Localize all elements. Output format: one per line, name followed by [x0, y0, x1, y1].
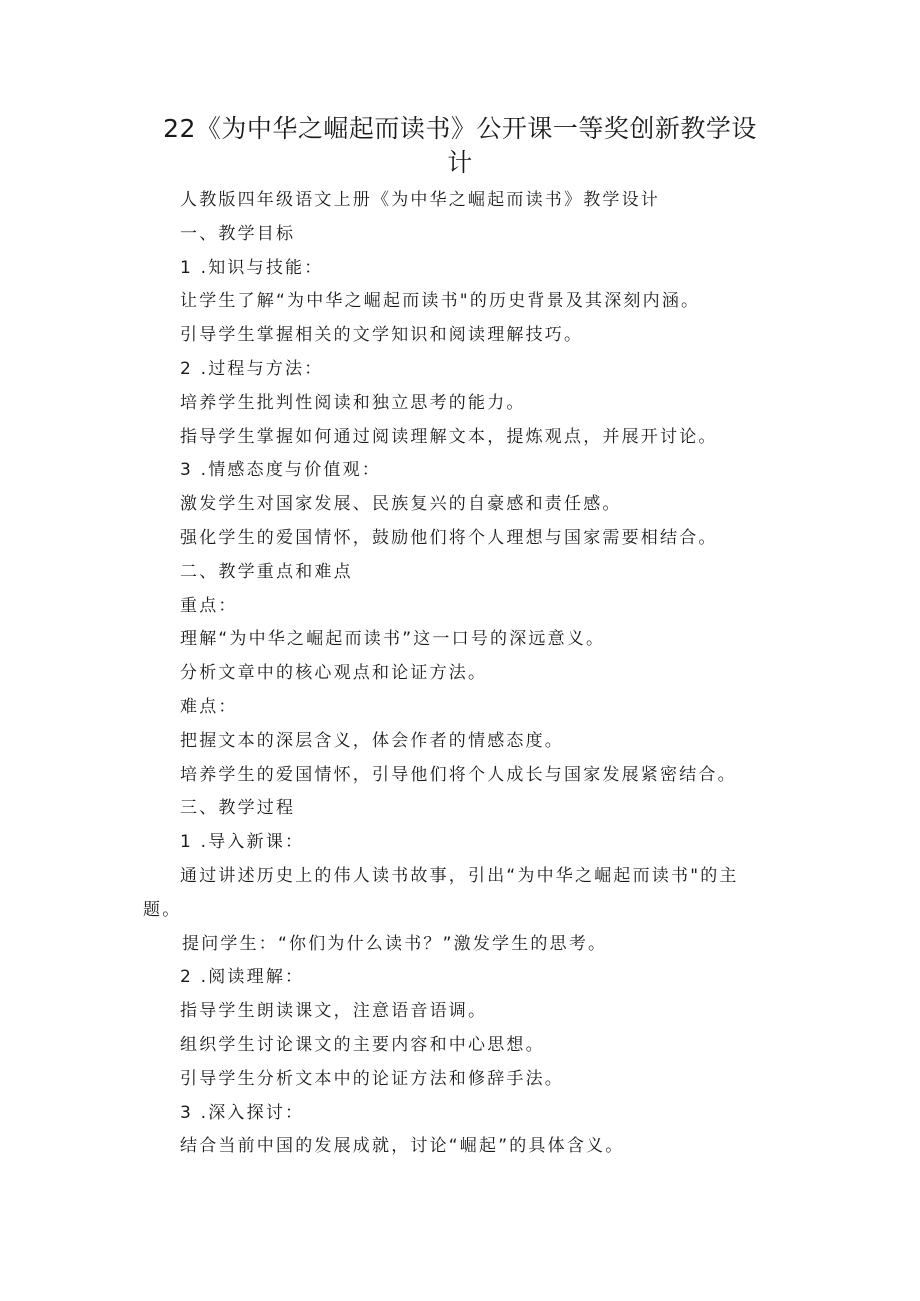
paragraph-line: 引导学生分析文本中的论证方法和修辞手法。 — [180, 1068, 564, 1089]
paragraph-line: 分析文章中的核心观点和论证方法。 — [180, 663, 488, 684]
subsection-heading: 2 .过程与方法： — [180, 358, 324, 379]
paragraph-line: 提问学生：“你们为什么读书？”激发学生的思考。 — [182, 933, 608, 954]
paragraph-line: 组织学生讨论课文的主要内容和中心思想。 — [180, 1034, 545, 1055]
title-line-2: 计 — [447, 148, 473, 177]
subsection-heading: 1 .知识与技能： — [180, 257, 324, 278]
subsection-heading: 3 .情感态度与价值观： — [180, 460, 382, 481]
section-heading: 三、教学过程 — [180, 798, 296, 819]
subsection-heading: 3 .深入探讨： — [180, 1102, 305, 1123]
paragraph-line: 把握文本的深层含义，体会作者的情感态度。 — [180, 730, 564, 751]
document-body — [0, 184, 920, 1164]
paragraph-line: 强化学生的爱国情怀，鼓励他们将个人理想与国家需要相结合。 — [180, 527, 718, 548]
paragraph-line: 培养学生的爱国情怀，引导他们将个人成长与国家发展紧密结合。 — [180, 764, 737, 785]
subtitle: 人教版四年级语文上册《为中华之崛起而读书》教学设计 — [180, 190, 660, 210]
document-title — [150, 112, 770, 180]
section-heading: 二、教学重点和难点 — [180, 561, 353, 582]
paragraph-line: 通过讲述历史上的伟人读书故事，引出“为中华之崛起而读书"的主 — [180, 865, 739, 886]
paragraph-line-continued: 题。 — [143, 899, 182, 920]
subsection-heading: 重点： — [180, 595, 238, 616]
paragraph-line: 指导学生掌握如何通过阅读理解文本，提炼观点，并展开讨论。 — [180, 426, 718, 447]
paragraph-line: 培养学生批判性阅读和独立思考的能力。 — [180, 392, 526, 413]
subsection-heading: 难点： — [180, 696, 238, 717]
paragraph-line: 让学生了解“为中华之崛起而读书"的历史背景及其深刻内涵。 — [180, 291, 701, 312]
paragraph-line: 激发学生对国家发展、民族复兴的自豪感和责任感。 — [180, 494, 622, 515]
paragraph-line: 引导学生掌握相关的文学知识和阅读理解技巧。 — [180, 325, 584, 346]
subsection-heading: 1 .导入新课： — [180, 832, 305, 853]
title-line-1: 22《为中华之崛起而读书》公开课一等奖创新教学设 — [163, 114, 757, 143]
section-heading: 一、教学目标 — [180, 223, 296, 244]
subsection-heading: 2 .阅读理解： — [180, 967, 305, 988]
paragraph-line: 结合当前中国的发展成就，讨论“崛起”的具体含义。 — [180, 1136, 625, 1157]
paragraph-line: 理解“为中华之崛起而读书”这一口号的深远意义。 — [180, 629, 606, 650]
paragraph-line: 指导学生朗读课文，注意语音语调。 — [180, 1001, 488, 1022]
